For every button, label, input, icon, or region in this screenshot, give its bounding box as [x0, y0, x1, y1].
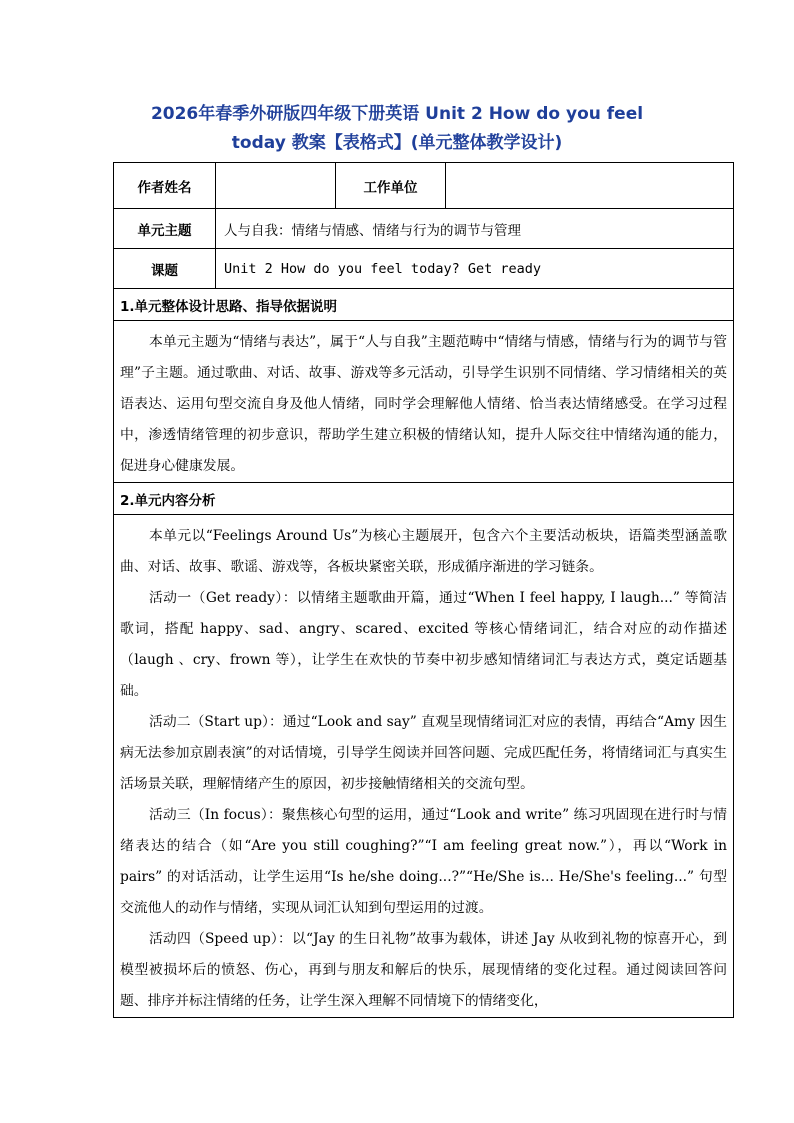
- section1-body: [114, 321, 734, 483]
- section2-heading-row: [114, 483, 734, 515]
- section1-body-row: [114, 321, 734, 483]
- section2-paragraph: 活动三（In focus）：聚焦核心句型的运用，通过“Look and write” 练习巩固现在进行时与情绪表达的结合（如“Are you still coughing?”“I am feeling great now.”），再以“Work in pairs” 的对话活动，让学生运用“Is he/she doing...?”“He/She is... He/She's feeling...” 句型交流他人的动作与情绪，实现从词汇认知到句型运用的过渡。: [120, 807, 727, 916]
- work-unit-value: [446, 163, 734, 209]
- section1-heading-row: [114, 289, 734, 321]
- document-title: [0, 100, 794, 158]
- theme-label: 单元主题: [114, 209, 216, 249]
- section2-paragraph: 活动二（Start up）：通过“Look and say” 直观呈现情绪词汇对应的表情，再结合“Amy 因生病无法参加京剧表演”的对话情境，引导学生阅读并回答问题、完成匹配任务，将情绪词汇与真实生活场景关联，理解情绪产生的原因，初步接触情绪相关的交流句型。: [120, 714, 727, 792]
- theme-value: 人与自我：情绪与情感、情绪与行为的调节与管理: [216, 209, 734, 249]
- section2-paragraph: 活动一（Get ready）：以情绪主题歌曲开篇，通过“When I feel happy, I laugh...” 等简洁歌词，搭配 happy、sad、angry、scared、excited 等核心情绪词汇，结合对应的动作描述（laugh 、cry、frown 等），让学生在欢快的节奏中初步感知情绪词汇与表达方式，奠定话题基础。: [120, 590, 727, 699]
- lesson-plan-table: [113, 162, 734, 1018]
- work-unit-label: 工作单位: [336, 163, 446, 209]
- section2-body: [114, 515, 734, 1018]
- section2-paragraph: 活动四（Speed up）：以“Jay 的生日礼物”故事为载体，讲述 Jay 从收到礼物的惊喜开心，到模型被损坏后的愤怒、伤心，再到与朋友和解后的快乐，展现情绪的变化过程。通过阅读回答问题、排序并标注情绪的任务，让学生深入理解不同情境下的情绪变化，: [120, 931, 727, 1009]
- title-line-2: today 教案【表格式】(单元整体教学设计): [231, 133, 563, 153]
- lesson-label: 课题: [114, 249, 216, 289]
- theme-row: [114, 209, 734, 249]
- author-label: 作者姓名: [114, 163, 216, 209]
- author-row: [114, 163, 734, 209]
- section2-body-row: [114, 515, 734, 1018]
- section2-paragraph: 本单元以“Feelings Around Us”为核心主题展开，包含六个主要活动板块，语篇类型涵盖歌曲、对话、故事、歌谣、游戏等，各板块紧密关联，形成循序渐进的学习链条。: [120, 528, 727, 575]
- lesson-value: Unit 2 How do you feel today? Get ready: [216, 249, 734, 289]
- author-value: [216, 163, 336, 209]
- section1-heading: 1.单元整体设计思路、指导依据说明: [114, 289, 734, 321]
- lesson-row: [114, 249, 734, 289]
- title-line-1: 2026年春季外研版四年级下册英语 Unit 2 How do you feel: [150, 104, 644, 124]
- section1-paragraph: 本单元主题为“情绪与表达”，属于“人与自我”主题范畴中“情绪与情感，情绪与行为的调节与管理”子主题。通过歌曲、对话、故事、游戏等多元活动，引导学生识别不同情绪、学习情绪相关的英语表达、运用句型交流自身及他人情绪，同时学会理解他人情绪、恰当表达情绪感受。在学习过程中，渗透情绪管理的初步意识，帮助学生建立积极的情绪认知，提升人际交往中情绪沟通的能力，促进身心健康发展。: [120, 334, 727, 474]
- section2-heading: 2.单元内容分析: [114, 483, 734, 515]
